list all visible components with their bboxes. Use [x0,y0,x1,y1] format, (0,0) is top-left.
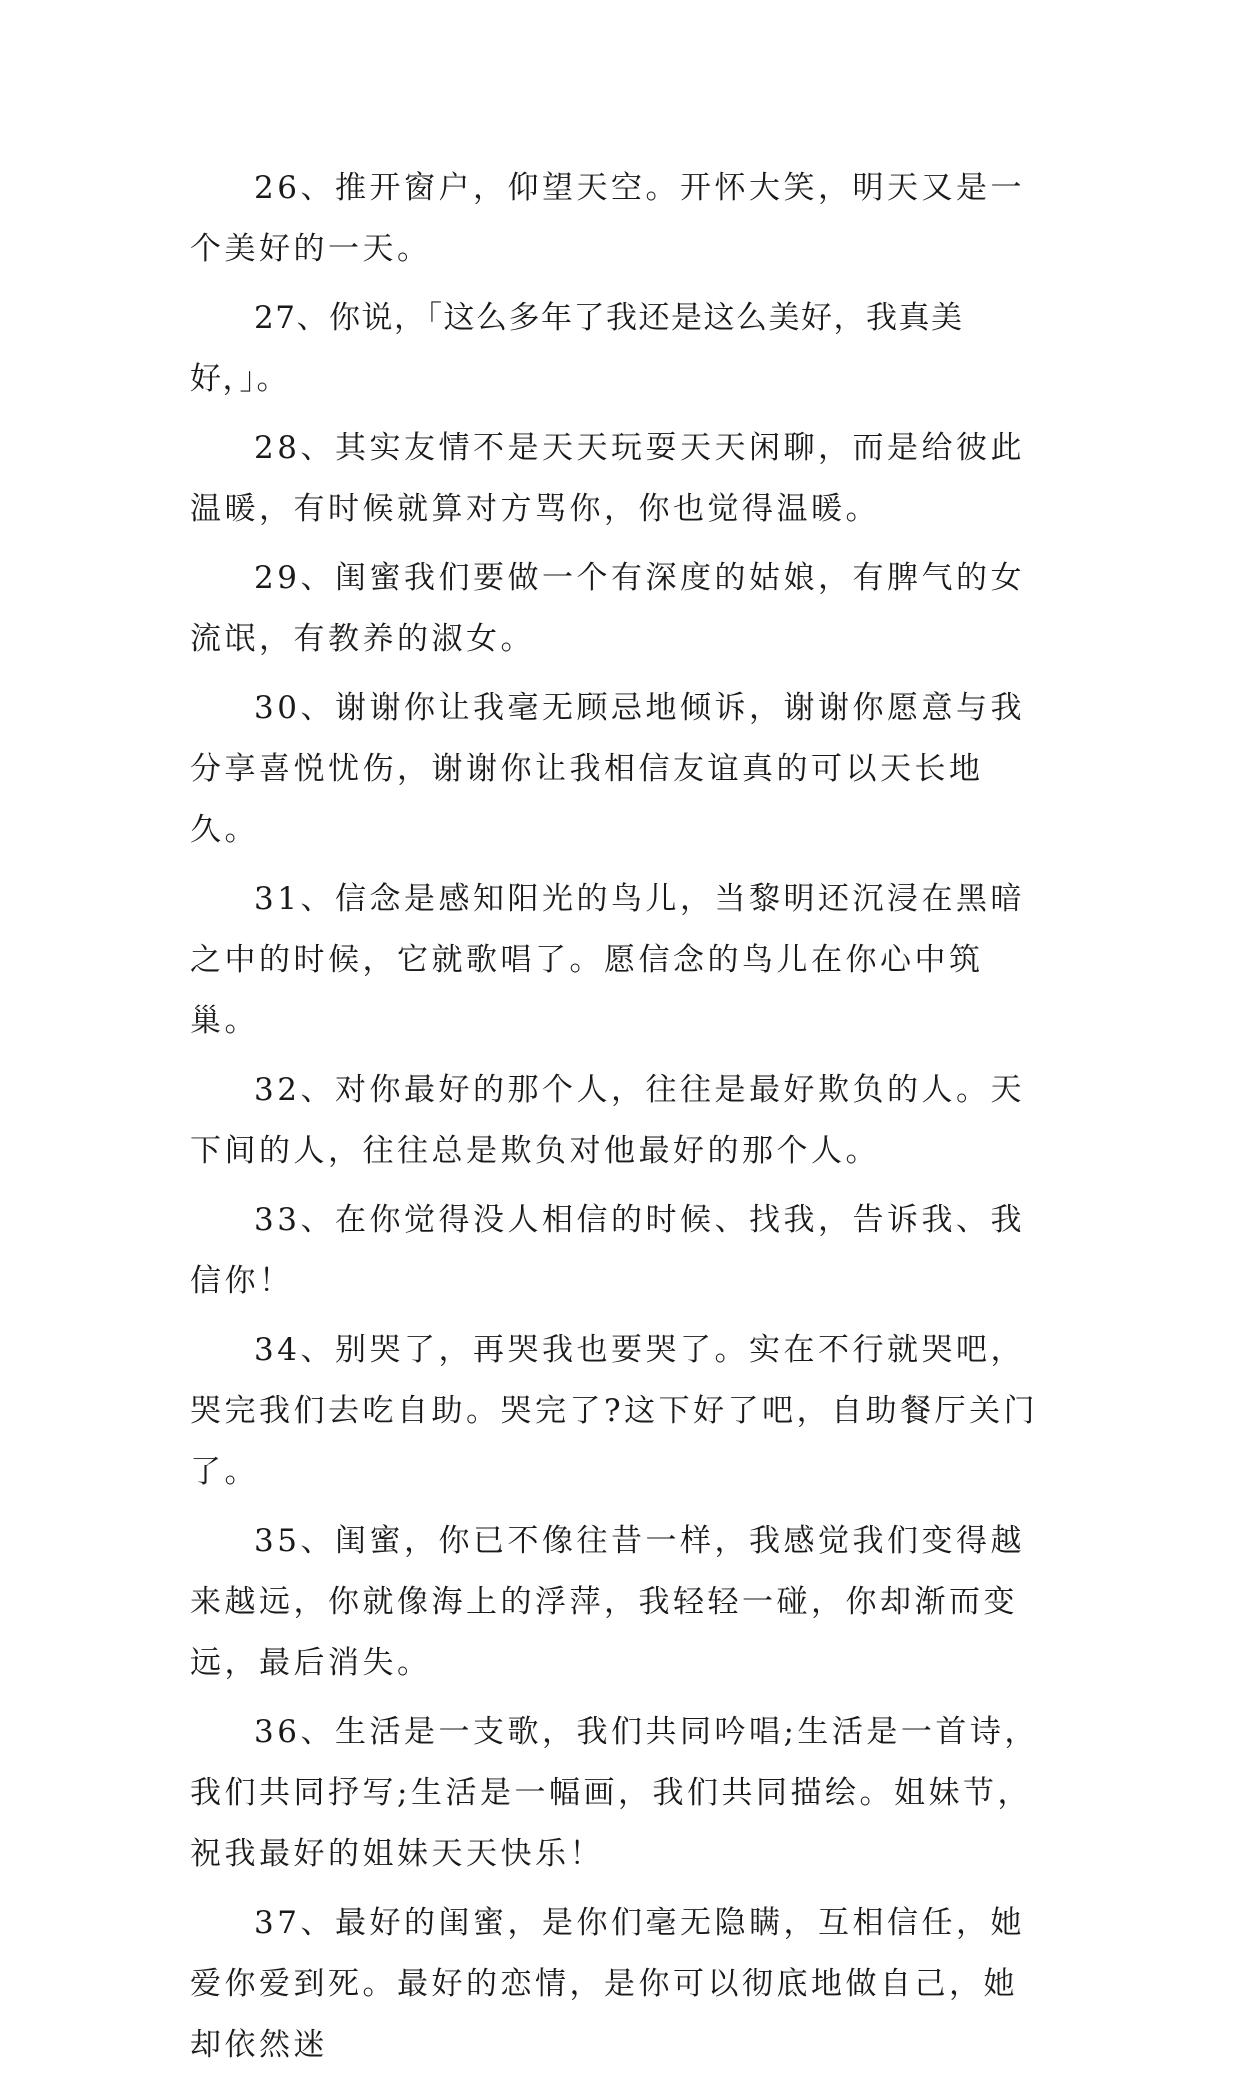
paragraph-29: 29、闺蜜我们要做一个有深度的姑娘，有脾气的女流氓，有教养的淑女。 [190,560,1025,657]
paragraph-26: 26、推开窗户，仰望天空。开怀大笑，明天又是一个美好的一天。 [190,170,1025,267]
paragraph-32: 32、对你最好的那个人，往往是最好欺负的人。天下间的人，往往总是欺负对他最好的那个人。 [190,1072,1025,1169]
paragraph-37: 37、最好的闺蜜，是你们毫无隐瞒，互相信任，她爱你爱到死。最好的恋情，是你可以彻底地做自己，她却依然迷 [190,1905,1025,2063]
paragraph-27: 27、你说，「这么多年了我还是这么美好，我真美好，」。 [190,300,964,397]
paragraph-36: 36、生活是一支歌，我们共同吟唱;生活是一首诗，我们共同抒写;生活是一幅画，我们共同描绘。姐妹节，祝我最好的姐妹天天快乐！ [190,1714,1039,1872]
paragraph-35: 35、闺蜜，你已不像往昔一样，我感觉我们变得越来越远，你就像海上的浮萍，我轻轻一碰，你却渐而变远，最后消失。 [190,1523,1025,1681]
paragraph-34: 34、别哭了，再哭我也要哭了。实在不行就哭吧，哭完我们去吃自助。哭完了?这下好了吧，自助餐厅关门了。 [190,1332,1039,1490]
paragraph-30: 30、谢谢你让我毫无顾忌地倾诉，谢谢你愿意与我分享喜悦忧伤，谢谢你让我相信友谊真的可以天长地久。 [190,690,1025,848]
paragraph-31: 31、信念是感知阳光的鸟儿，当黎明还沉浸在黑暗之中的时候，它就歌唱了。愿信念的鸟儿在你心中筑巢。 [190,881,1025,1039]
paragraph-33: 33、在你觉得没人相信的时候、找我，告诉我、我信你！ [190,1202,1025,1299]
document-body [190,158,1052,2084]
paragraph-28: 28、其实友情不是天天玩耍天天闲聊，而是给彼此温暖，有时候就算对方骂你，你也觉得温暖。 [190,430,1025,527]
